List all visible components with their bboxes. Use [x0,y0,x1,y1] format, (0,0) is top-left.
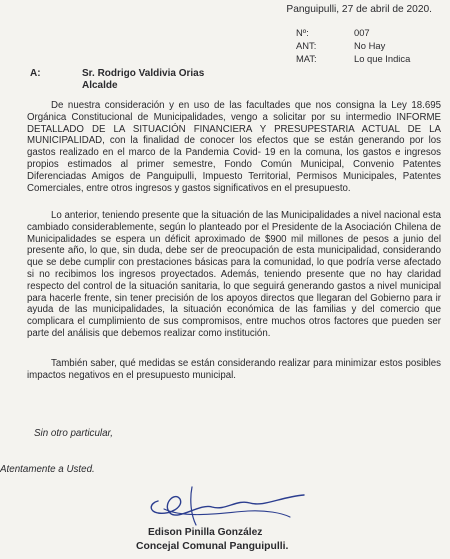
reference-number-label: Nº: [296,27,309,38]
subject-row [296,52,410,65]
addressee-role: Alcalde [82,80,118,91]
signer-title: Concejal Comunal Panguipulli. [136,541,289,552]
addressee-prefix: A: [30,68,41,79]
paragraph-2-text: Lo anterior, teniendo presente que la situación de las Municipalidades a nivel nacional esta cambiado considerablemente, según lo planteado por el Presidente de la Asociación Chilena de Municipalidades se espera un déficit aproximado de $900 mil millones de pesos a junio del presente año, lo que, sin duda, debe ser de preocupación de esta municipalidad, considerando que se debe cumplir con prestaciones básicas para la comunidad, lo que podría verse afectado si no recibimos los ingresos proyectados. Además, teniendo presente que no hay claridad respecto del control de la situación sanitaria, lo que seguirá generando gastos a nivel municipal para hacerle frente, sin tener precisión de los apoyos directos que llegaran del Gobierno para ir ayuda de las municipalidades, la situación económica de las familias y del comercio que complicara el cumplimiento de sus compromisos, entre muchos otros factores que pueden ser parte del análisis que debemos realizar como institución. [27,210,441,339]
reference-number-row [296,26,410,39]
reference-block [296,26,410,65]
addressee-block [30,68,204,92]
greeting-line: Atentamente a Usted. [0,464,95,475]
antecedent-row [296,39,410,52]
paragraph-3 [27,358,441,382]
handwritten-signature [140,473,310,533]
signer-name: Edison Pinilla González [148,527,263,538]
paragraph-1-text: De nuestra consideración y en uso de las facultades que nos consigna la Ley 18.695 Orgánica Constitucional de Municipalidades, vengo a solicitar por su intermedio INFORME DETALLADO DE LA SITUACIÓN FINANCIERA Y PRESUPESTARIA ACTUAL DE LA MUNICIPALIDAD, con la finalidad de conocer los efectos que se están generando por los gastos realizado en el marco de la Pandemia Covid- 19 en la comuna, los gastos e ingresos propios estimados al primer semestre, Fondo Común Municipal, Convenio Patentes Diferenciadas Amigos de Panguipulli, Impuesto Territorial, Permisos Municipales, Patentes Comerciales, entre otros ingresos y gastos significativos en el presupuesto. [27,100,441,194]
antecedent-label: ANT: [296,40,317,51]
subject-value: Lo que Indica [354,53,411,64]
subject-label: MAT: [296,53,317,64]
letter-date: Panguipulli, 27 de abril de 2020. [286,4,432,15]
paragraph-1 [27,100,441,194]
reference-number-value: 007 [354,27,370,38]
addressee-name: Sr. Rodrigo Valdivia Orias [82,68,205,79]
paragraph-3-text: También saber, qué medidas se están considerando realizar para minimizar estos posibles impactos negativos en el presupuesto municipal. [27,358,441,381]
closing-line: Sin otro particular, [34,428,113,439]
antecedent-value: No Hay [354,40,386,51]
paragraph-2 [27,210,441,340]
